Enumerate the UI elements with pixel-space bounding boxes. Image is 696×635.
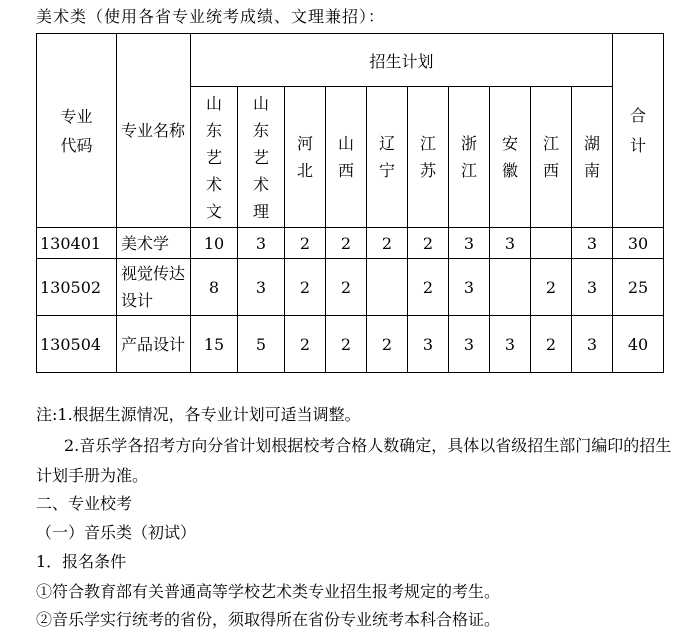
plan-cell (490, 259, 531, 316)
major-code-cell: 130502 (37, 259, 117, 316)
total-cell: 25 (613, 259, 664, 316)
plan-cell: 3 (238, 259, 285, 316)
plan-cell: 8 (191, 259, 238, 316)
plan-cell: 10 (191, 228, 238, 259)
header-province: 湖南 (572, 87, 613, 228)
enrollment-plan-table (36, 33, 664, 373)
note-2: 2.音乐学各招考方向分省计划根据校考合格人数确定，具体以省级招生部门编印的招生计划手册为准。 (36, 436, 672, 485)
major-name-cell: 产品设计 (117, 316, 191, 373)
major-name-cell: 美术学 (117, 228, 191, 259)
header-enrollment-plan: 招生计划 (191, 34, 613, 87)
table-row (37, 228, 664, 259)
table-row (37, 259, 664, 316)
section-title-school-exam: 二、专业校考 (36, 494, 133, 513)
header-province: 安徽 (490, 87, 531, 228)
plan-cell: 3 (572, 316, 613, 373)
plan-cell: 3 (572, 228, 613, 259)
plan-cell: 2 (367, 316, 408, 373)
plan-cell: 5 (238, 316, 285, 373)
plan-cell: 3 (408, 316, 449, 373)
subsection-title-music: （一）音乐类（初试） (36, 523, 197, 542)
major-code-cell: 130504 (37, 316, 117, 373)
plan-cell: 2 (285, 259, 326, 316)
plan-cell: 3 (449, 259, 490, 316)
header-province: 山西 (326, 87, 367, 228)
plan-cell: 3 (572, 259, 613, 316)
plan-cell: 3 (490, 228, 531, 259)
total-cell: 40 (613, 316, 664, 373)
plan-cell: 2 (285, 228, 326, 259)
plan-cell: 2 (326, 316, 367, 373)
plan-cell (367, 259, 408, 316)
plan-cell (531, 228, 572, 259)
plan-cell: 2 (326, 228, 367, 259)
plan-cell: 3 (238, 228, 285, 259)
plan-cell: 2 (408, 228, 449, 259)
header-province: 山东艺术理 (238, 87, 285, 228)
header-province: 辽宁 (367, 87, 408, 228)
header-province: 浙江 (449, 87, 490, 228)
header-province: 江苏 (408, 87, 449, 228)
condition-2: ②音乐学实行统考的省份，须取得所在省份专业统考本科合格证。 (36, 610, 501, 629)
header-total: 合计 (613, 34, 664, 228)
plan-cell: 2 (531, 316, 572, 373)
header-province: 山东艺术文 (191, 87, 238, 228)
header-major-code: 专业代码 (37, 34, 117, 228)
plan-cell: 3 (449, 316, 490, 373)
plan-cell: 2 (367, 228, 408, 259)
condition-1: ①符合教育部有关普通高等学校艺术类专业招生报考规定的考生。 (36, 582, 501, 601)
item-title-registration: 1．报名条件 (36, 552, 127, 571)
plan-cell: 2 (326, 259, 367, 316)
header-province: 江西 (531, 87, 572, 228)
plan-cell: 3 (490, 316, 531, 373)
plan-cell: 3 (449, 228, 490, 259)
header-major-name: 专业名称 (117, 34, 191, 228)
plan-cell: 2 (408, 259, 449, 316)
plan-cell: 2 (285, 316, 326, 373)
section-heading: 美术类（使用各省专业统考成绩、文理兼招）： (36, 7, 386, 26)
note-1: 注:1.根据生源情况，各专业计划可适当调整。 (36, 405, 361, 424)
total-cell: 30 (613, 228, 664, 259)
major-name-cell: 视觉传达设计 (117, 259, 191, 316)
table-row (37, 316, 664, 373)
header-province: 河北 (285, 87, 326, 228)
major-code-cell: 130401 (37, 228, 117, 259)
plan-cell: 15 (191, 316, 238, 373)
plan-cell: 2 (531, 259, 572, 316)
